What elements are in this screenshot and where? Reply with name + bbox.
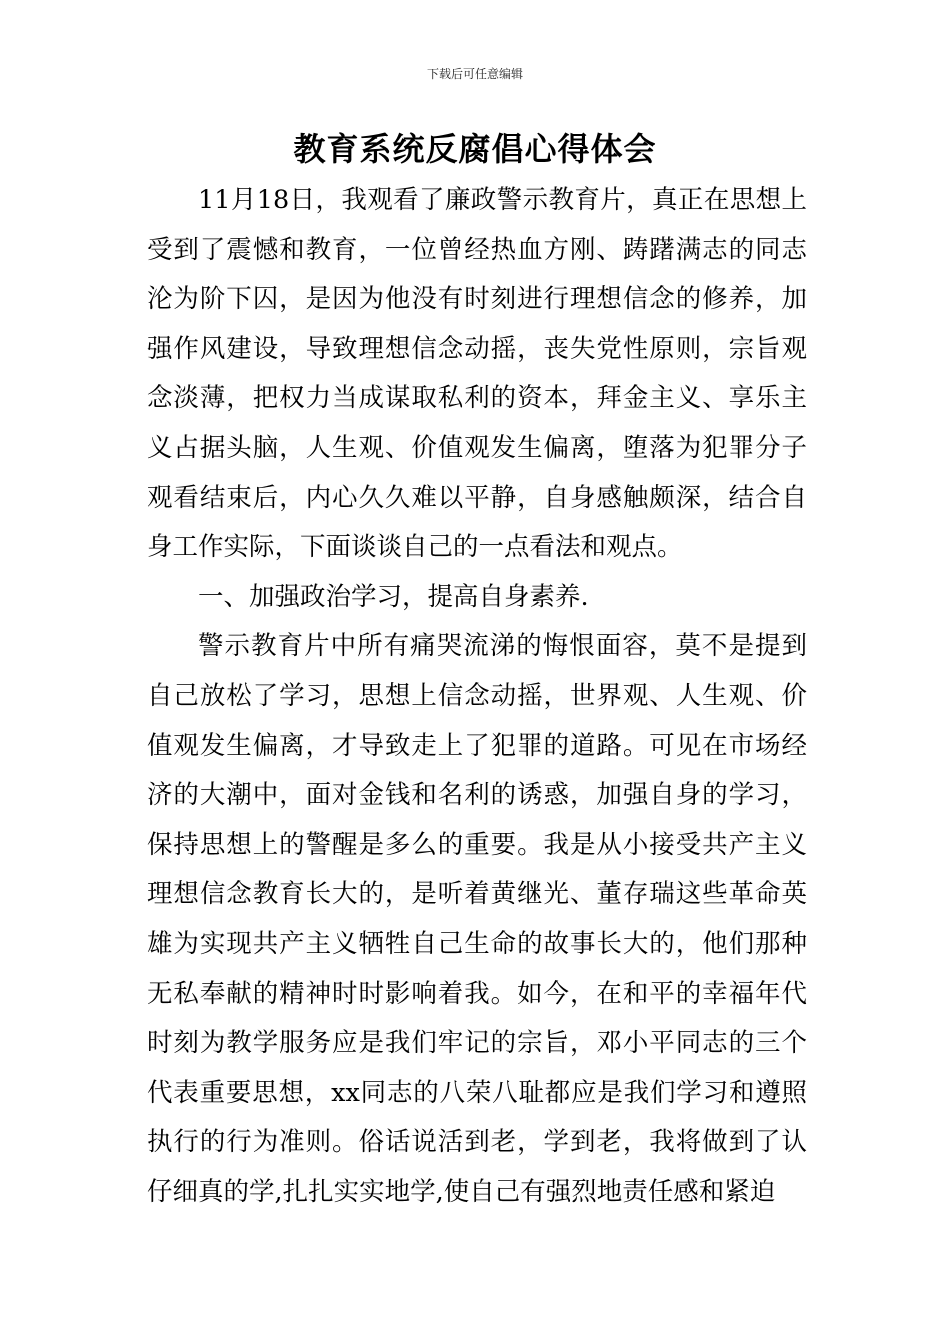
paragraph-body: 警示教育片中所有痛哭流涕的悔恨面容，莫不是提到自己放松了学习，思想上信念动摇，世界观、人生观、价值观发生偏离，才导致走上了犯罪的道路。可见在市场经济的大潮中，面对金钱和名利的诱惑，加强自身的学习，保持思想上的警醒是多么的重要。我是从小接受共产主义理想信念教育长大的，是听着黄继光、董存瑞这些革命英雄为实现共产主义牺牲自己生命的故事长大的，他们那种无私奉献的精神时时影响着我。如今，在和平的幸福年代时刻为教学服务应是我们牢记的宗旨，邓小平同志的三个代表重要思想，xx同志的八荣八耻都应是我们学习和遵照执行的行为准则。俗话说活到老，学到老，我将做到了认仔细真的学,扎扎实实地学,使自己有强烈地责任感和紧迫	[147, 631, 807, 1207]
paragraph-intro: 11月18日，我观看了廉政警示教育片，真正在思想上受到了震憾和教育，一位曾经热血方刚、踌躇满志的同志沦为阶下囚，是因为他没有时刻进行理想信念的修养，加强作风建设，导致理想信念动摇，丧失党性原则，宗旨观念淡薄，把权力当成谋取私利的资本，拜金主义、享乐主义占据头脑，人生观、价值观发生偏离，堕落为犯罪分子观看结束后，内心久久难以平静，自身感触颇深，结合自身工作实际，下面谈谈自己的一点看法和观点。	[147, 185, 807, 563]
document-body	[147, 176, 807, 1217]
paragraph-section-heading: 一、加强政治学习，提高自身素养.	[198, 581, 589, 612]
header-note: 下载后可任意编辑	[426, 67, 523, 81]
document-title: 教育系统反腐倡心得体会	[293, 130, 657, 168]
